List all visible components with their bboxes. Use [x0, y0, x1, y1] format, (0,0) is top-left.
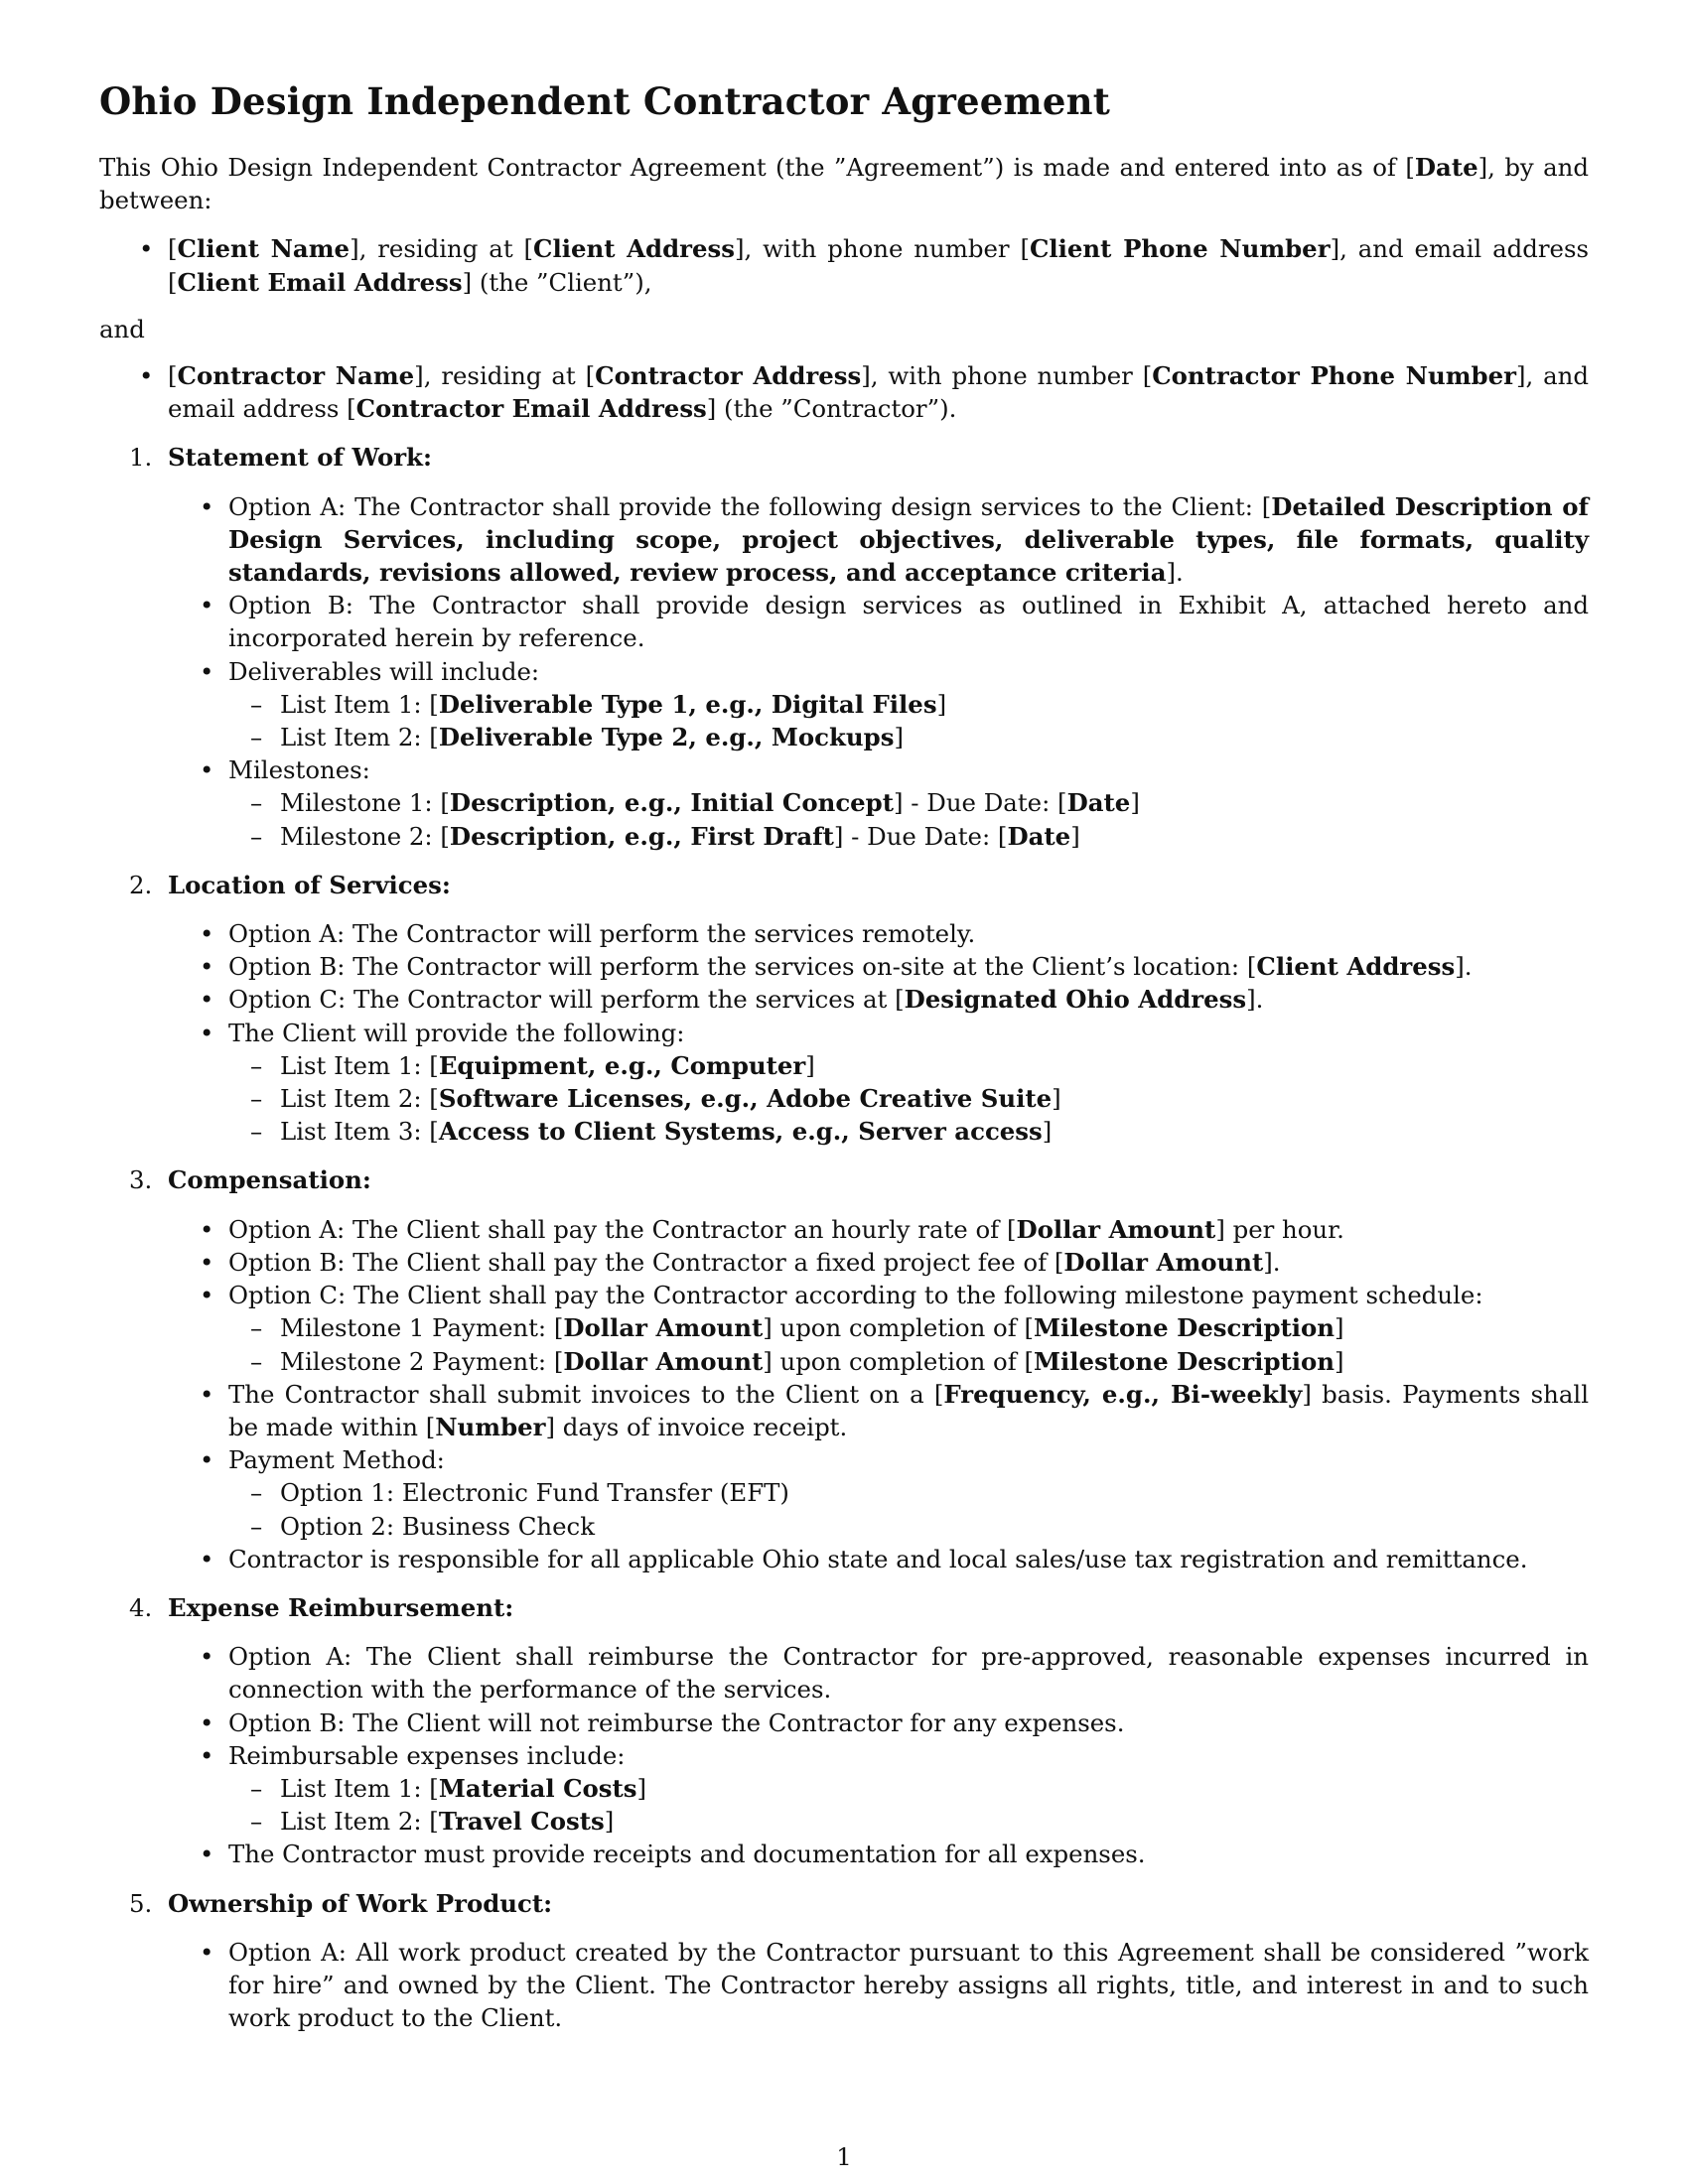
sub-list-item: – List Item 1: [Material Costs] [228, 1772, 1589, 1805]
list-item: • Option C: The Contractor will perform the services at [Designated Ohio Address]. [168, 983, 1589, 1016]
sub-list-item: – List Item 2: [Deliverable Type 2, e.g., Mockups] [228, 721, 1589, 753]
list-item: • Contractor is responsible for all applicable Ohio state and local sales/use tax registration and remittance. [168, 1543, 1589, 1575]
list-item: • Milestones: – Milestone 1: [Description, e.g., Initial Concept] - Due Date: [Date] – Milestone 2: [Description, e.g., First Draft] - Due Date: [Date] [168, 753, 1589, 853]
list-item: • Option C: The Client shall pay the Contractor according to the following milestone payment schedule: – Milestone 1 Payment: [Dollar Amount] upon completion of [Milestone Description] – Milestone 2 Payment: [Dollar Amount] upon completion of [Milestone Description] [168, 1279, 1589, 1378]
list-item: • Option A: The Contractor will perform the services remotely. [168, 917, 1589, 950]
contractor-party-list [99, 359, 1589, 425]
sub-list-item: – Option 2: Business Check [228, 1510, 1589, 1543]
sub-list [228, 1772, 1589, 1838]
sub-list-item: – Option 1: Electronic Fund Transfer (EFT) [228, 1476, 1589, 1509]
list-item: • Option A: The Contractor shall provide the following design services to the Client: [Detailed Description of Design Services, including scope, project objectives, deliverable types, file formats, quality standards, revisions allowed, review process, and acceptance criteria]. [168, 490, 1589, 590]
section-title: Expense Reimbursement: [168, 1592, 514, 1622]
section-location-of-services [99, 869, 1589, 1149]
list-item: • Option A: The Client shall reimburse the Contractor for pre-approved, reasonable expenses incurred in connection with the performance of the services. [168, 1640, 1589, 1706]
sub-list [228, 1311, 1589, 1377]
list-item: • Option A: The Client shall pay the Contractor an hourly rate of [Dollar Amount] per hour. [168, 1213, 1589, 1246]
section-ownership-of-work-product [99, 1887, 1589, 2035]
sub-list-item: – List Item 2: [Software Licenses, e.g., Adobe Creative Suite] [228, 1082, 1589, 1115]
section-number: 2. [129, 870, 153, 899]
section-number: 4. [129, 1592, 153, 1622]
document-page [99, 79, 1589, 2050]
list-item: • Reimbursable expenses include: – List Item 1: [Material Costs] – List Item 2: [Travel Costs] [168, 1739, 1589, 1839]
sub-list [228, 688, 1589, 753]
sub-list-item: – List Item 3: [Access to Client Systems, e.g., Server access] [228, 1115, 1589, 1148]
sub-list [228, 786, 1589, 852]
list-item: • The Contractor must provide receipts and documentation for all expenses. [168, 1838, 1589, 1870]
bullet-list [168, 1640, 1589, 1870]
bullet-list [168, 1936, 1589, 2035]
list-item: • Option B: The Client will not reimburse the Contractor for any expenses. [168, 1706, 1589, 1739]
list-item: • Option B: The Contractor will perform the services on-site at the Client’s location: [Client Address]. [168, 950, 1589, 983]
sub-list [228, 1476, 1589, 1542]
list-item: • The Client will provide the following: – List Item 1: [Equipment, e.g., Computer] – List Item 2: [Software Licenses, e.g., Adobe Creative Suite] – List Item 3: [Access to Client Systems, e.g., Server access] [168, 1017, 1589, 1149]
sub-list-item: – Milestone 2: [Description, e.g., First Draft] - Due Date: [Date] [228, 820, 1589, 853]
list-item: • Payment Method: – Option 1: Electronic Fund Transfer (EFT) – Option 2: Business Check [168, 1443, 1589, 1543]
bullet-list [168, 490, 1589, 853]
section-statement-of-work [99, 441, 1589, 852]
sub-list-item: – List Item 1: [Deliverable Type 1, e.g., Digital Files] [228, 688, 1589, 721]
section-title: Location of Services: [168, 870, 451, 899]
client-party-list [99, 232, 1589, 298]
list-item: • Option B: The Client shall pay the Contractor a fixed project fee of [Dollar Amount]. [168, 1246, 1589, 1279]
section-compensation [99, 1163, 1589, 1574]
bullet-list [168, 917, 1589, 1148]
sections-list [99, 441, 1589, 2034]
sub-list-item: – Milestone 1 Payment: [Dollar Amount] upon completion of [Milestone Description] [228, 1311, 1589, 1344]
section-title: Compensation: [168, 1165, 371, 1195]
section-title: Statement of Work: [168, 443, 432, 473]
section-expense-reimbursement [99, 1591, 1589, 1871]
sub-list-item: – List Item 2: [Travel Costs] [228, 1805, 1589, 1838]
contractor-party: • [Contractor Name], residing at [Contractor Address], with phone number [Contractor Phone Number], and email address [Contractor Email Address] (the ”Contractor”). [99, 359, 1589, 425]
sub-list [228, 1049, 1589, 1149]
sub-list-item: – Milestone 2 Payment: [Dollar Amount] upon completion of [Milestone Description] [228, 1345, 1589, 1378]
section-number: 5. [129, 1888, 153, 1918]
page-number: 1 [836, 2142, 852, 2171]
list-item: • Deliverables will include: – List Item 1: [Deliverable Type 1, e.g., Digital Files] – List Item 2: [Deliverable Type 2, e.g., Mockups] [168, 655, 1589, 754]
page-title: Ohio Design Independent Contractor Agreement [99, 79, 1111, 123]
section-number: 1. [129, 443, 153, 473]
bullet-list [168, 1213, 1589, 1575]
and-text: and [99, 314, 145, 343]
list-item: • The Contractor shall submit invoices to the Client on a [Frequency, e.g., Bi-weekly] basis. Payments shall be made within [Number] days of invoice receipt. [168, 1378, 1589, 1443]
list-item: • Option B: The Contractor shall provide design services as outlined in Exhibit A, attached hereto and incorporated herein by reference. [168, 589, 1589, 654]
intro-paragraph: This Ohio Design Independent Contractor Agreement (the ”Agreement”) is made and entered into as of [Date], by and between: [99, 153, 1589, 215]
sub-list-item: – Milestone 1: [Description, e.g., Initial Concept] - Due Date: [Date] [228, 786, 1589, 819]
date-placeholder: Date [1414, 153, 1478, 182]
list-item: • Option A: All work product created by the Contractor pursuant to this Agreement shall be considered ”work for hire” and owned by the Client. The Contractor hereby assigns all rights, title, and interest in and to such work product to the Client. [168, 1936, 1589, 2035]
section-number: 3. [129, 1165, 153, 1195]
client-party: • [Client Name], residing at [Client Address], with phone number [Client Phone Number], and email address [Client Email Address] (the ”Client”), [99, 232, 1589, 298]
sub-list-item: – List Item 1: [Equipment, e.g., Computer] [228, 1049, 1589, 1082]
section-title: Ownership of Work Product: [168, 1888, 553, 1918]
